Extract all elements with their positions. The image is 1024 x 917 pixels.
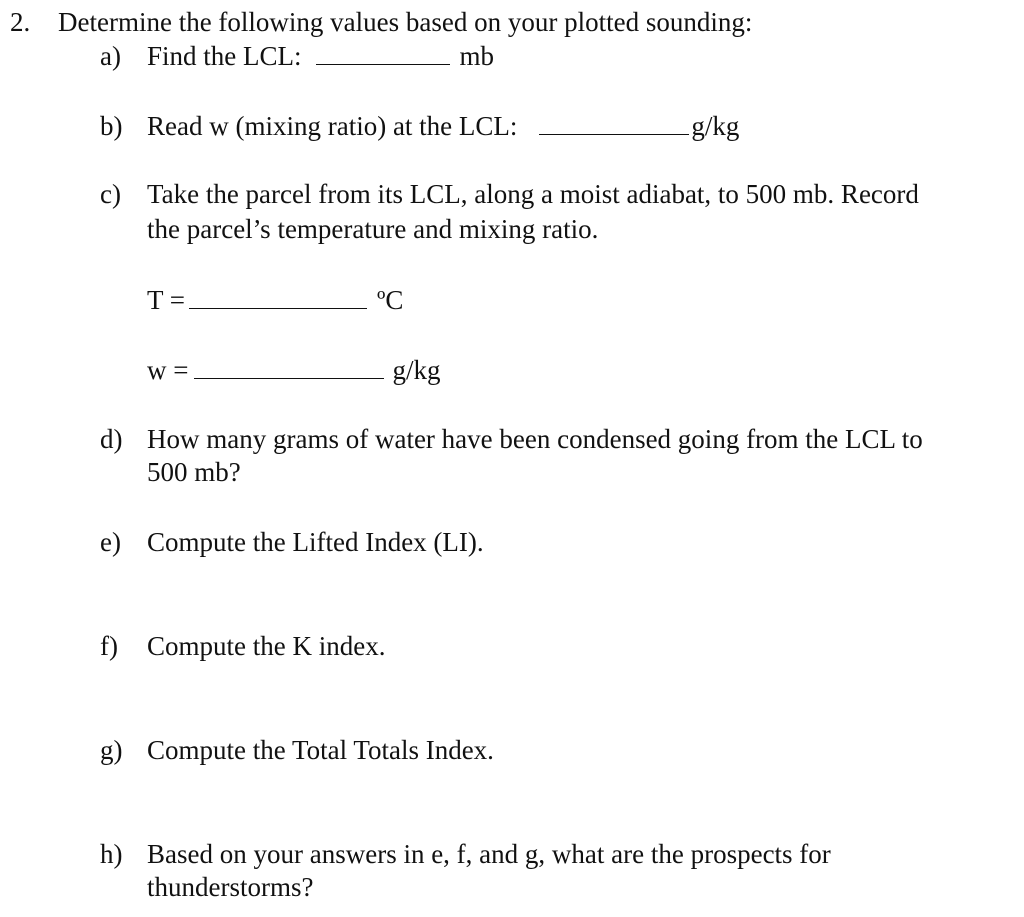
item-c [100,178,919,210]
item-a-text: Find the LCL: [147,41,302,71]
item-c-line1: Take the parcel from its LCL, along a moist adiabat, to 500 mb. Record [147,179,919,209]
item-a-answer-blank[interactable] [316,63,450,65]
item-b-text: Read w (mixing ratio) at the LCL: [147,111,518,141]
item-c-line2-row [147,213,598,245]
item-h-line1: Based on your answers in e, f, and g, what are the prospects for [147,839,831,869]
item-f [100,630,385,662]
item-d [100,423,923,455]
item-h [100,838,831,870]
item-e [100,526,484,558]
item-c-w-answer-blank[interactable] [194,377,384,379]
item-d-label: d) [100,424,123,454]
item-c-w-unit: g/kg [392,355,441,385]
item-g-label: g) [100,735,123,765]
item-c-t-unit: ºC [376,285,404,315]
item-c-temperature-row [147,284,403,316]
item-d-line2-row [147,456,241,488]
question-number: 2. [10,7,31,37]
item-g [100,734,494,766]
item-c-t-answer-blank[interactable] [189,307,367,309]
item-c-label: c) [100,179,121,209]
item-h-line2-row [147,871,313,903]
item-g-text: Compute the Total Totals Index. [147,735,494,765]
item-h-label: h) [100,839,123,869]
item-b-unit: g/kg [691,111,740,141]
item-a-unit: mb [459,41,495,71]
question-header [10,6,752,38]
item-b [100,110,739,142]
item-c-t-label: T = [147,285,185,315]
item-a [100,40,494,72]
item-c-mixing-ratio-row [147,354,441,386]
item-e-text: Compute the Lifted Index (LI). [147,527,484,557]
item-f-label: f) [100,631,118,661]
question-prompt: Determine the following values based on your plotted sounding: [58,7,753,37]
item-f-text: Compute the K index. [147,631,386,661]
item-b-label: b) [100,111,123,141]
item-b-answer-blank[interactable] [539,133,689,135]
item-c-w-label: w = [147,355,189,385]
item-c-line2: the parcel’s temperature and mixing ratio. [147,214,599,244]
item-d-line2: 500 mb? [147,457,241,487]
item-e-label: e) [100,527,121,557]
item-d-line1: How many grams of water have been condensed going from the LCL to [147,424,923,454]
item-h-line2: thunderstorms? [147,872,314,902]
item-a-label: a) [100,41,121,71]
